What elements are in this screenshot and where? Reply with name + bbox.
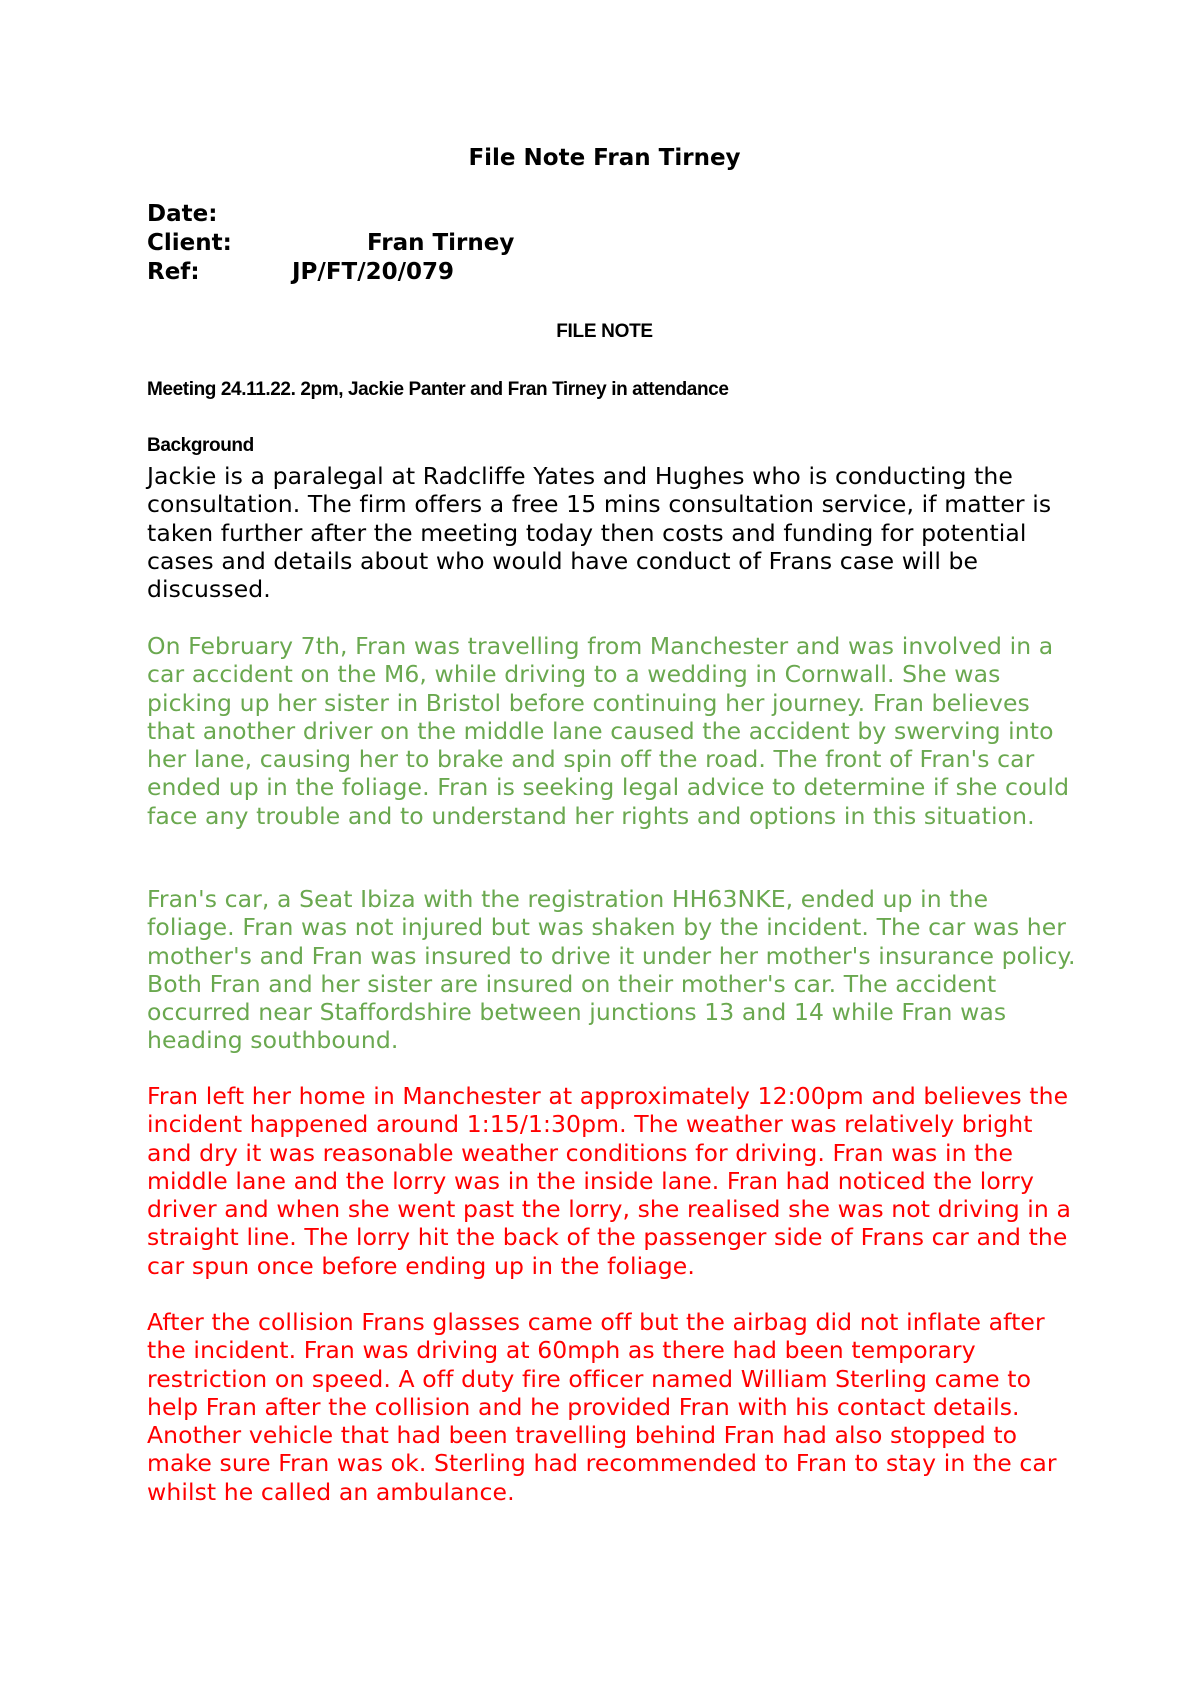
paragraph-after-collision: After the collision Frans glasses came off but the airbag did not inflate after the incident. Fran was driving at 60mph as there had been temporary restriction on speed. A off duty fire officer named William Sterling came to help Fran after the collision and he provided Fran with his contact details. Another vehicle that had been travelling behind Fran had also stopped to make sure Fran was ok. Sterling had recommended to Fran to stay in the car whilst he called an ambulance.	[147, 1308, 1057, 1506]
paragraph-accident-summary: On February 7th, Fran was travelling from Manchester and was involved in a car accident on the M6, while driving to a wedding in Cornwall. She was picking up her sister in Bristol before continuing her journey. Fran believes that another driver on the middle lane caused the accident by swerving into her lane, causing her to brake and spin off the road. The front of Fran's car ended up in the foliage. Fran is seeking legal advice to determine if she could face any trouble and to understand her rights and options in this situation.	[147, 632, 1070, 830]
background-heading: Background	[147, 435, 254, 456]
file-note-heading: FILE NOTE	[556, 321, 653, 342]
ref-label: Ref:	[147, 259, 200, 285]
document-title: File Note Fran Tirney	[468, 145, 741, 171]
client-label: Client:	[147, 230, 232, 256]
paragraph-vehicle-details: Fran's car, a Seat Ibiza with the registration HH63NKE, ended up in the foliage. Fran was not injured but was shaken by the incident. The car was her mother's and Fran was insured to drive it under her mother's insurance policy. Both Fran and her sister are insured on their mother's car. The accident occurred near Staffordshire between junctions 13 and 14 while Fran was heading southbound.	[147, 885, 1076, 1055]
meeting-details: Meeting 24.11.22. 2pm, Jackie Panter and Fran Tirney in attendance	[147, 379, 729, 400]
client-value: Fran Tirney	[367, 230, 515, 256]
date-label: Date:	[147, 201, 218, 227]
ref-value: JP/FT/20/079	[292, 259, 455, 285]
paragraph-background: Jackie is a paralegal at Radcliffe Yates and Hughes who is conducting the consultation. The firm offers a free 15 mins consultation service, if matter is taken further after the meeting today then costs and funding for potential cases and details about who would have conduct of Frans case will be discussed.	[147, 462, 1052, 604]
paragraph-incident-timeline: Fran left her home in Manchester at approximately 12:00pm and believes the incident happened around 1:15/1:30pm. The weather was relatively bright and dry it was reasonable weather conditions for driving. Fran was in the middle lane and the lorry was in the inside lane. Fran had noticed the lorry driver and when she went past the lorry, she realised she was not driving in a straight line. The lorry hit the back of the passenger side of Frans car and the car spun once before ending up in the foliage.	[147, 1082, 1071, 1280]
